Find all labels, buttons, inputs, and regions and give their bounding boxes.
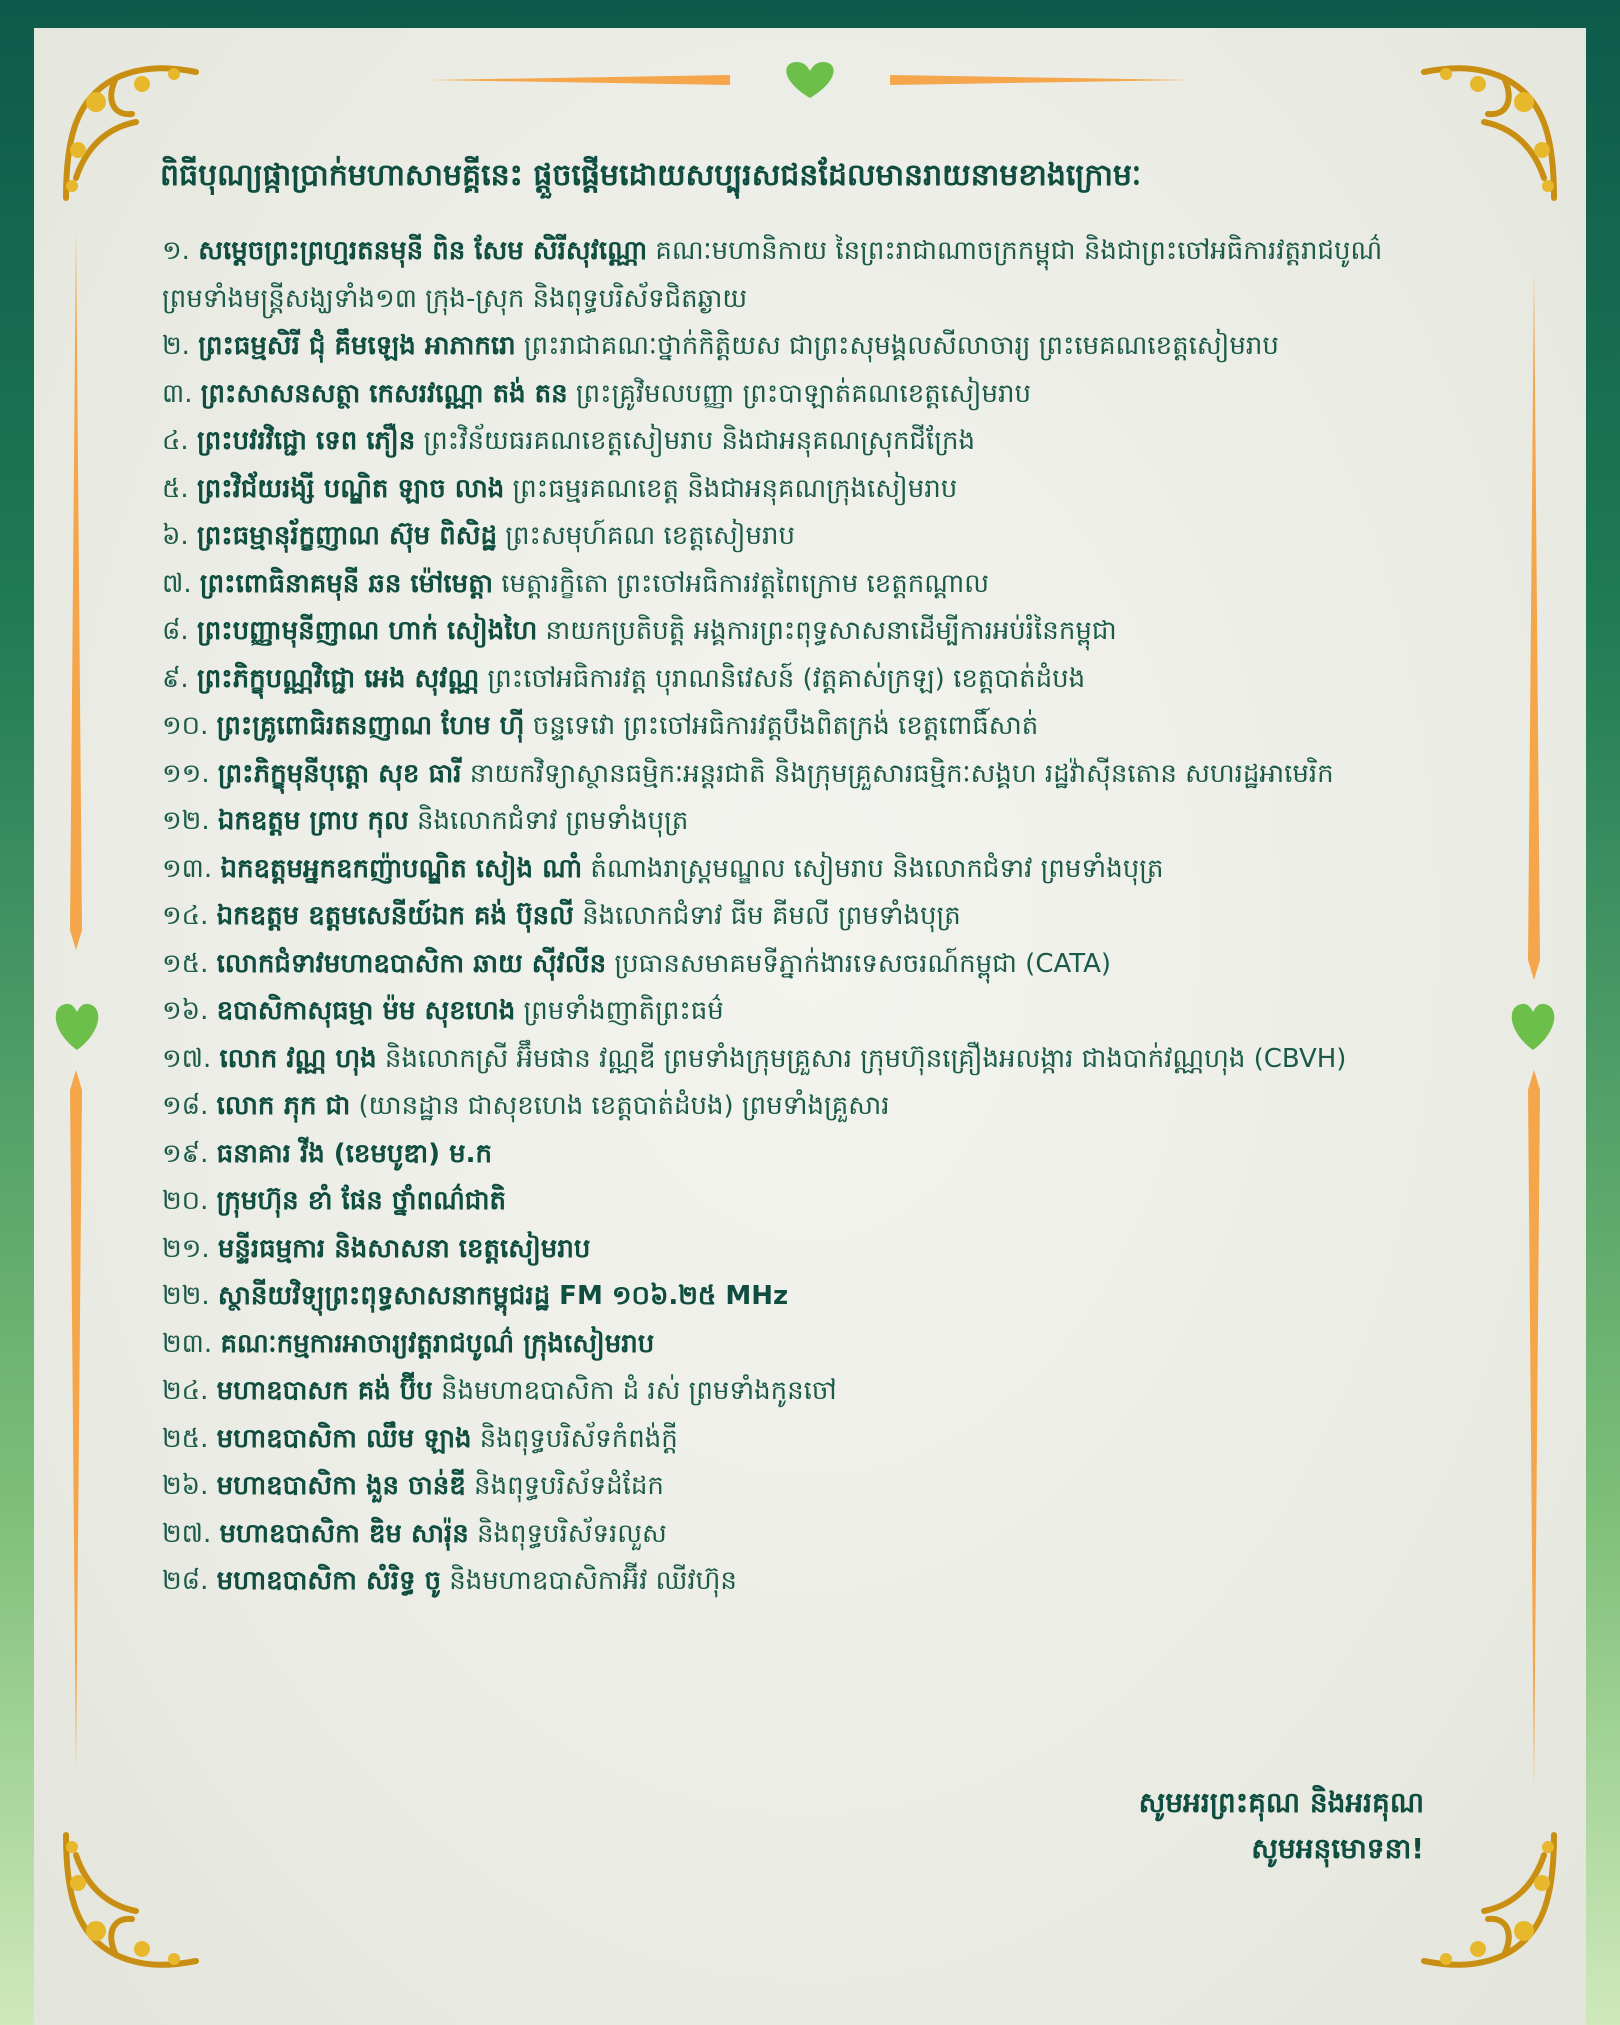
- item-description: និងមហាឧបាសិកា ដំ រស់ ព្រមទាំងកូនចៅ: [432, 1376, 837, 1406]
- item-name: ព្រះបញ្ញាមុនីញាណ ហាក់ សៀងហៃ: [196, 616, 538, 646]
- item-number: ៣.: [162, 378, 193, 409]
- list-item: [162, 1416, 1422, 1464]
- page-title: ពិធីបុណ្យផ្កាប្រាក់មហាសាមគ្គីនេះ ផ្តួចផ្តើមដោយសប្បុរសជនដែលមានរាយនាមខាងក្រោមៈ: [160, 158, 1142, 193]
- item-number: ២.: [162, 331, 190, 361]
- item-name: លោកជំទាវមហាឧបាសិកា ឆាយ ស៊ីវលីន: [216, 948, 607, 979]
- heart-icon: [786, 62, 833, 98]
- item-description: និងពុទ្ធបរិស័ទកំពង់ក្តី: [471, 1423, 678, 1454]
- item-name: ឯកឧត្តម ឧត្តមសេនីយ៍ឯក គង់ ប៊ុនលី: [216, 901, 574, 931]
- item-number: ១៩.: [162, 1138, 209, 1169]
- item-number: ២៧.: [162, 1518, 212, 1549]
- item-number: ១.: [162, 236, 190, 266]
- item-description: ព្រះចៅអធិការវត្ត បុរាណនិវេសន៍ (វត្តគាស់ក្រឡ) ខេត្តបាត់ដំបង: [479, 663, 1086, 694]
- item-description: និងមហាឧបាសិកាអ៊ីវ ឈីវហ៊ុន: [441, 1566, 737, 1596]
- closing-message: [1139, 1780, 1424, 1872]
- list-item: [162, 513, 1422, 561]
- heart-icon: [1504, 1000, 1562, 1052]
- item-number: ២៨.: [162, 1566, 209, 1596]
- list-item: [162, 418, 1422, 466]
- item-name: ព្រះភិក្ខុមុនីបុត្តោ សុខ ធារី: [217, 758, 462, 789]
- item-name: ព្រះបវរវិជ្ជោ ទេព ភឿន: [196, 426, 416, 456]
- item-description: និងលោកជំទាវ ធីម គីមលី ព្រមទាំងបុត្រ: [573, 901, 961, 931]
- list-item: [162, 988, 1422, 1036]
- item-name: សម្តេចព្រះព្រហ្មរតនមុនី ពិន សែម សិរីសុវណ្ណោ: [198, 236, 648, 266]
- list-item: [162, 1131, 1422, 1179]
- item-number: ២៤.: [162, 1376, 209, 1406]
- item-number: ៦.: [162, 521, 189, 551]
- list-item: [162, 1083, 1422, 1131]
- list-item: [162, 608, 1422, 656]
- item-number: ៨.: [162, 616, 189, 646]
- item-name: ព្រះភិក្ខុបណ្ណវិជ្ជោ អេង សុវណ្ណ: [196, 663, 480, 694]
- list-item: [162, 1273, 1422, 1321]
- list-item: [162, 1321, 1422, 1369]
- item-name: លោក វណ្ណ ហុង: [219, 1043, 377, 1074]
- closing-line-2: សូមអនុមោទនា!: [1251, 1832, 1424, 1865]
- item-description: ព្រះរាជាគណៈថ្នាក់កិត្តិយស ជាព្រះសុមង្គលសីលាចារ្យ ព្រះមេគណខេត្តសៀមរាប: [515, 331, 1279, 361]
- item-description: នាយកប្រតិបត្តិ អង្គការព្រះពុទ្ធសាសនាដើម្បីការអប់រំនៃកម្ពុជា: [537, 616, 1117, 646]
- item-number: ២២.: [162, 1281, 210, 1311]
- list-item: [162, 371, 1422, 419]
- item-name: ព្រះពោធិនាគមុនី ឆន ម៉ៅមេត្តា: [199, 568, 493, 599]
- item-number: ២១.: [162, 1233, 210, 1264]
- item-name: មន្ទីរធម្មការ និងសាសនា ខេត្តសៀមរាប: [217, 1233, 591, 1264]
- item-number: ២៥.: [162, 1423, 209, 1454]
- item-name: មហាឧបាសក គង់ ប៊ីប: [216, 1376, 433, 1406]
- left-upper-bar: [62, 230, 90, 950]
- list-item: [162, 798, 1422, 846]
- closing-line-1: សូមអរព្រះគុណ និងអរគុណ: [1138, 1786, 1424, 1819]
- list-item: [162, 656, 1422, 704]
- item-name: ព្រះវិជ័យរង្សី បណ្ឌិត ឡាច លាង: [196, 473, 505, 504]
- item-number: ១២.: [162, 806, 210, 836]
- item-number: ២៣.: [162, 1328, 213, 1359]
- item-name: ធនាគារ វីង (ខេមបូឌា) ម.ក: [216, 1138, 492, 1169]
- item-name: ក្រុមហ៊ុន ខាំ ផែន ថ្នាំពណ៌ជាតិ: [216, 1186, 507, 1216]
- left-lower-bar: [62, 1070, 90, 1770]
- item-description: និងពុទ្ធបរិស័ទរលួស: [468, 1518, 667, 1549]
- item-number: ១៦.: [162, 996, 209, 1026]
- item-name: ព្រះធម្មសិរី ជុំ គឹមឡេង អាភាករោ: [198, 331, 516, 361]
- item-name: មហាឧបាសិកា ឈឹម ឡាង: [216, 1423, 472, 1454]
- right-upper-bar: [1520, 270, 1548, 980]
- list-item: [162, 941, 1422, 989]
- item-name: ព្រះសាសនសត្ថា កេសរវណ្ណោ តង់ តន: [200, 378, 568, 409]
- item-name: ស្ថានីយវិទ្យុព្រះពុទ្ធសាសនាកម្ពុជរដ្ឋ FM ១០៦.២៥ MHz: [217, 1281, 789, 1311]
- item-number: ១៤.: [162, 901, 209, 931]
- item-number: ១៧.: [162, 1043, 212, 1074]
- item-description: (យានដ្ឋាន ជាសុខហេង ខេត្តបាត់ដំបង) ព្រមទាំងគ្រួសារ: [350, 1091, 890, 1121]
- item-description: មេត្តារក្ខិតោ ព្រះចៅអធិការវត្តពៃក្រោម ខេត្តកណ្តាល: [492, 568, 989, 599]
- list-item: [162, 1463, 1422, 1511]
- item-name: ព្រះគ្រូពោធិរតនញាណ ហែម ហ៊ី: [216, 711, 525, 741]
- ornament-corner-icon: [56, 1825, 206, 1975]
- list-item: [162, 1178, 1422, 1226]
- heart-icon: [48, 1000, 106, 1052]
- item-description: ព្រះធម្មរគណខេត្ត និងជាអនុគណក្រុងសៀមរាប: [504, 473, 958, 504]
- item-name: ឯកឧត្តម ព្រាប កុល: [217, 806, 409, 836]
- list-item: [162, 1558, 1422, 1606]
- item-number: ១៥.: [162, 948, 209, 979]
- list-item: [162, 846, 1422, 894]
- item-name: លោក ភុក ជា: [216, 1091, 351, 1121]
- item-number: ៧.: [162, 568, 192, 599]
- list-item: [162, 228, 1422, 323]
- item-name: គណៈកម្មការអាចារ្យវត្តរាជបូណ៌ ក្រុងសៀមរាប: [220, 1328, 655, 1359]
- item-description: ព្រមទាំងញាតិព្រះធម៌: [515, 996, 724, 1026]
- item-description: ព្រះគ្រូវិមលបញ្ញា ព្រះបាឡាត់គណខេត្តសៀមរាប: [567, 378, 1032, 409]
- item-number: ១០.: [162, 711, 209, 741]
- list-item: [162, 703, 1422, 751]
- item-number: ១៣.: [162, 853, 213, 884]
- item-number: ១៨.: [162, 1091, 209, 1121]
- item-description: និងលោកស្រី អ៊ឹមផាន វណ្ណឌី ព្រមទាំងក្រុមគ្រួសារ ក្រុមហ៊ុនគ្រឿងអលង្ការ ជាងបាក់វណ្ណហុង (CBVH): [376, 1043, 1347, 1074]
- item-description: និងពុទ្ធបរិស័ទដំដែក: [465, 1471, 664, 1501]
- item-name: ព្រះធម្មានុរ័ក្ខញាណ ស៊ុម ពិសិដ្ឋ: [196, 521, 498, 551]
- item-number: ៩.: [162, 663, 189, 694]
- right-lower-bar: [1520, 1070, 1548, 1790]
- item-number: ២០.: [162, 1186, 209, 1216]
- item-number: ១១.: [162, 758, 210, 789]
- top-ornament: [430, 58, 1190, 102]
- ornament-corner-icon: [1414, 1825, 1564, 1975]
- item-description: ព្រះសមុហ៍គណ ខេត្តសៀមរាប: [497, 521, 796, 551]
- item-description: ចន្ទទេវោ ព្រះចៅអធិការវត្តបឹងពិតក្រង់ ខេត្តពោធិ៍សាត់: [524, 711, 1039, 741]
- item-name: មហាឧបាសិកា ឌិម សារ៉ុន: [219, 1518, 469, 1549]
- item-name: មហាឧបាសិកា សំរិទ្ធ ចូ: [216, 1566, 442, 1596]
- list-item: [162, 751, 1422, 799]
- list-item: [162, 1226, 1422, 1274]
- item-description: គណៈមហានិកាយ នៃព្រះរាជាណាចក្រកម្ពុជា និងជាព្រះចៅអធិការវត្តរាជបូណ៌ ព្រមទាំងមន្ត្រីសង្ឃទាំង១៣ ក្រុង-ស្រុក និងពុទ្ធបរិស័ទជិតឆ្ងាយ: [162, 236, 1383, 314]
- list-item: [162, 893, 1422, 941]
- item-name: ឧបាសិកាសុធម្មា ម៉ម សុខហេង: [216, 996, 516, 1026]
- item-description: នាយកវិទ្យាស្ថានធម្មិកៈអន្តរជាតិ និងក្រុមគ្រួសារធម្មិកៈសង្គហ រដ្ឋវ៉ាស៊ីនតោន សហរដ្ឋអាមេរិក: [461, 758, 1334, 789]
- item-description: និងលោកជំទាវ ព្រមទាំងបុត្រ: [408, 806, 689, 836]
- item-name: ឯកឧត្តមអ្នកឧកញ៉ាបណ្ឌិត សៀង ណាំ: [220, 853, 583, 884]
- item-name: មហាឧបាសិកា ងួន ចាន់ឌី: [216, 1471, 466, 1501]
- list-item: [162, 1511, 1422, 1559]
- item-description: ព្រះវិន័យធរគណខេត្តសៀមរាប និងជាអនុគណស្រុកជីក្រែង: [415, 426, 976, 456]
- sponsor-list: [162, 228, 1422, 1606]
- list-item: [162, 1036, 1422, 1084]
- list-item: [162, 466, 1422, 514]
- list-item: [162, 561, 1422, 609]
- item-number: ២៦.: [162, 1471, 209, 1501]
- item-description: ប្រធានសមាគមទីភ្នាក់ងារទេសចរណ៍កម្ពុជា (CATA): [606, 948, 1112, 979]
- item-number: ៥.: [162, 473, 189, 504]
- item-number: ៤.: [162, 426, 189, 456]
- item-description: តំណាងរាស្ត្រមណ្ឌល សៀមរាប និងលោកជំទាវ ព្រមទាំងបុត្រ: [582, 853, 1164, 884]
- list-item: [162, 323, 1422, 371]
- list-item: [162, 1368, 1422, 1416]
